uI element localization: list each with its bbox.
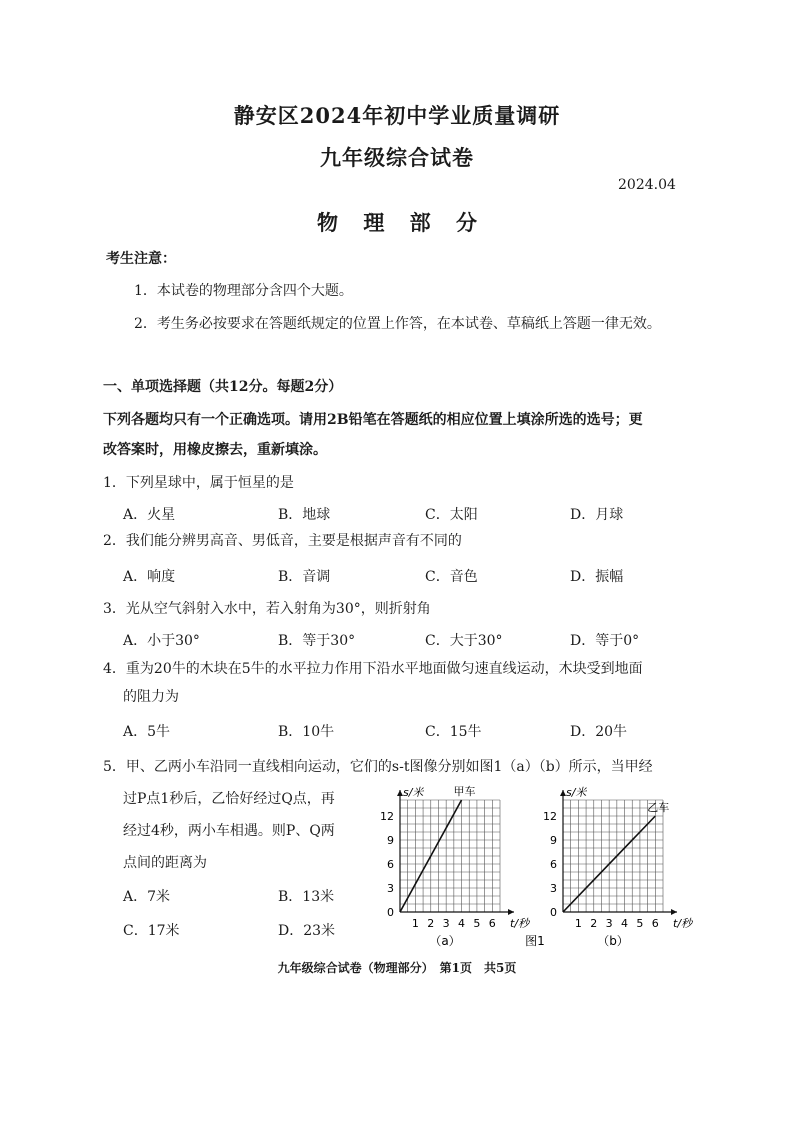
question-stem: 5．甲、乙两小车沿同一直线相向运动，它们的s-t图像分别如图1（a）（b）所示，当甲经	[103, 759, 653, 775]
y-tick-label: 12	[380, 810, 394, 823]
sub-caption-b: （b）	[597, 934, 629, 948]
question-stem: 1．下列星球中，属于恒星的是	[103, 475, 294, 491]
option-d: D．振幅	[570, 569, 624, 585]
option-b: B．13米	[278, 889, 335, 905]
option-a: A．5牛	[123, 724, 171, 740]
x-tick-label: 1	[574, 917, 582, 930]
x-axis-label: t/秒	[673, 917, 693, 930]
y-tick-label: 0	[387, 906, 394, 919]
x-tick-label: 4	[621, 917, 629, 930]
y-axis-label: s/米	[403, 786, 424, 799]
figure-1	[375, 782, 695, 954]
option-b: B．等于30°	[278, 633, 356, 649]
x-axis-label: t/秒	[510, 917, 530, 930]
exam-title: 静安区2024年初中学业质量调研	[233, 103, 561, 128]
section-title: 物 理 部 分	[317, 210, 477, 235]
option-b: B．地球	[278, 507, 331, 523]
x-tick-label: 3	[605, 917, 613, 930]
x-tick-label: 4	[458, 917, 466, 930]
notice-heading: 考生注意：	[106, 251, 176, 267]
notice-item: 2．考生务必按要求在答题纸规定的位置上作答，在本试卷、草稿纸上答题一律无效。	[134, 316, 661, 332]
series-label: 乙车	[647, 801, 670, 814]
x-tick-label: 6	[651, 917, 659, 930]
question-stem-cont: 经过4秒，两小车相遇。则P、Q两	[123, 823, 335, 839]
y-tick-label: 3	[387, 882, 394, 895]
option-c: C．17米	[123, 923, 180, 939]
option-a: A．响度	[123, 569, 176, 585]
x-axis-arrow	[508, 909, 514, 915]
question-stem-cont: 的阻力为	[123, 689, 179, 705]
part1-instructions: 下列各题均只有一个正确选项。请用2B铅笔在答题纸的相应位置上填涂所选的选号；更	[103, 412, 643, 428]
x-tick-label: 3	[442, 917, 450, 930]
x-tick-label: 2	[590, 917, 598, 930]
y-tick-label: 9	[550, 834, 557, 847]
x-tick-label: 5	[636, 917, 644, 930]
option-a: A．7米	[123, 889, 171, 905]
question-stem: 3．光从空气斜射入水中，若入射角为30°，则折射角	[103, 601, 431, 617]
x-tick-label: 2	[427, 917, 435, 930]
chart-a	[380, 785, 531, 930]
option-d: D．等于0°	[570, 633, 640, 649]
option-d: D．23米	[278, 923, 336, 939]
question-stem: 4．重为20牛的木块在5牛的水平拉力作用下沿水平地面做匀速直线运动，木块受到地面	[103, 661, 643, 677]
option-c: C．15牛	[425, 724, 482, 740]
series-label: 甲车	[453, 785, 476, 798]
page-footer: 九年级综合试卷（物理部分） 第1页 共5页	[277, 961, 517, 975]
part1-instructions: 改答案时，用橡皮擦去，重新填涂。	[103, 442, 327, 458]
notice-item: 1．本试卷的物理部分含四个大题。	[134, 283, 353, 299]
x-axis-arrow	[671, 909, 677, 915]
y-tick-label: 9	[387, 834, 394, 847]
part1-heading: 一、单项选择题（共12分。每题2分）	[103, 379, 343, 395]
y-axis-label: s/米	[566, 786, 587, 799]
option-c: C．音色	[425, 569, 478, 585]
question-stem-cont: 过P点1秒后，乙恰好经过Q点，再	[123, 791, 335, 807]
exam-date: 2024.04	[618, 177, 676, 193]
x-tick-label: 5	[473, 917, 481, 930]
x-tick-label: 1	[411, 917, 419, 930]
y-tick-label: 6	[387, 858, 394, 871]
option-a: A．小于30°	[123, 633, 200, 649]
question-stem-cont: 点间的距离为	[123, 855, 207, 871]
option-a: A．火星	[123, 507, 176, 523]
y-tick-label: 6	[550, 858, 557, 871]
option-c: C．太阳	[425, 507, 478, 523]
y-tick-label: 0	[550, 906, 557, 919]
chart-b	[543, 786, 694, 930]
y-tick-label: 12	[543, 810, 557, 823]
option-c: C．大于30°	[425, 633, 503, 649]
option-d: D．20牛	[570, 724, 628, 740]
x-tick-label: 6	[488, 917, 496, 930]
option-d: D．月球	[570, 507, 624, 523]
sub-caption-a: （a）	[429, 934, 461, 948]
option-b: B．10牛	[278, 724, 335, 740]
figure-caption: 图1	[525, 934, 545, 948]
exam-subtitle: 九年级综合试卷	[320, 145, 474, 170]
option-b: B．音调	[278, 569, 331, 585]
y-tick-label: 3	[550, 882, 557, 895]
question-stem: 2．我们能分辨男高音、男低音，主要是根据声音有不同的	[103, 533, 462, 549]
